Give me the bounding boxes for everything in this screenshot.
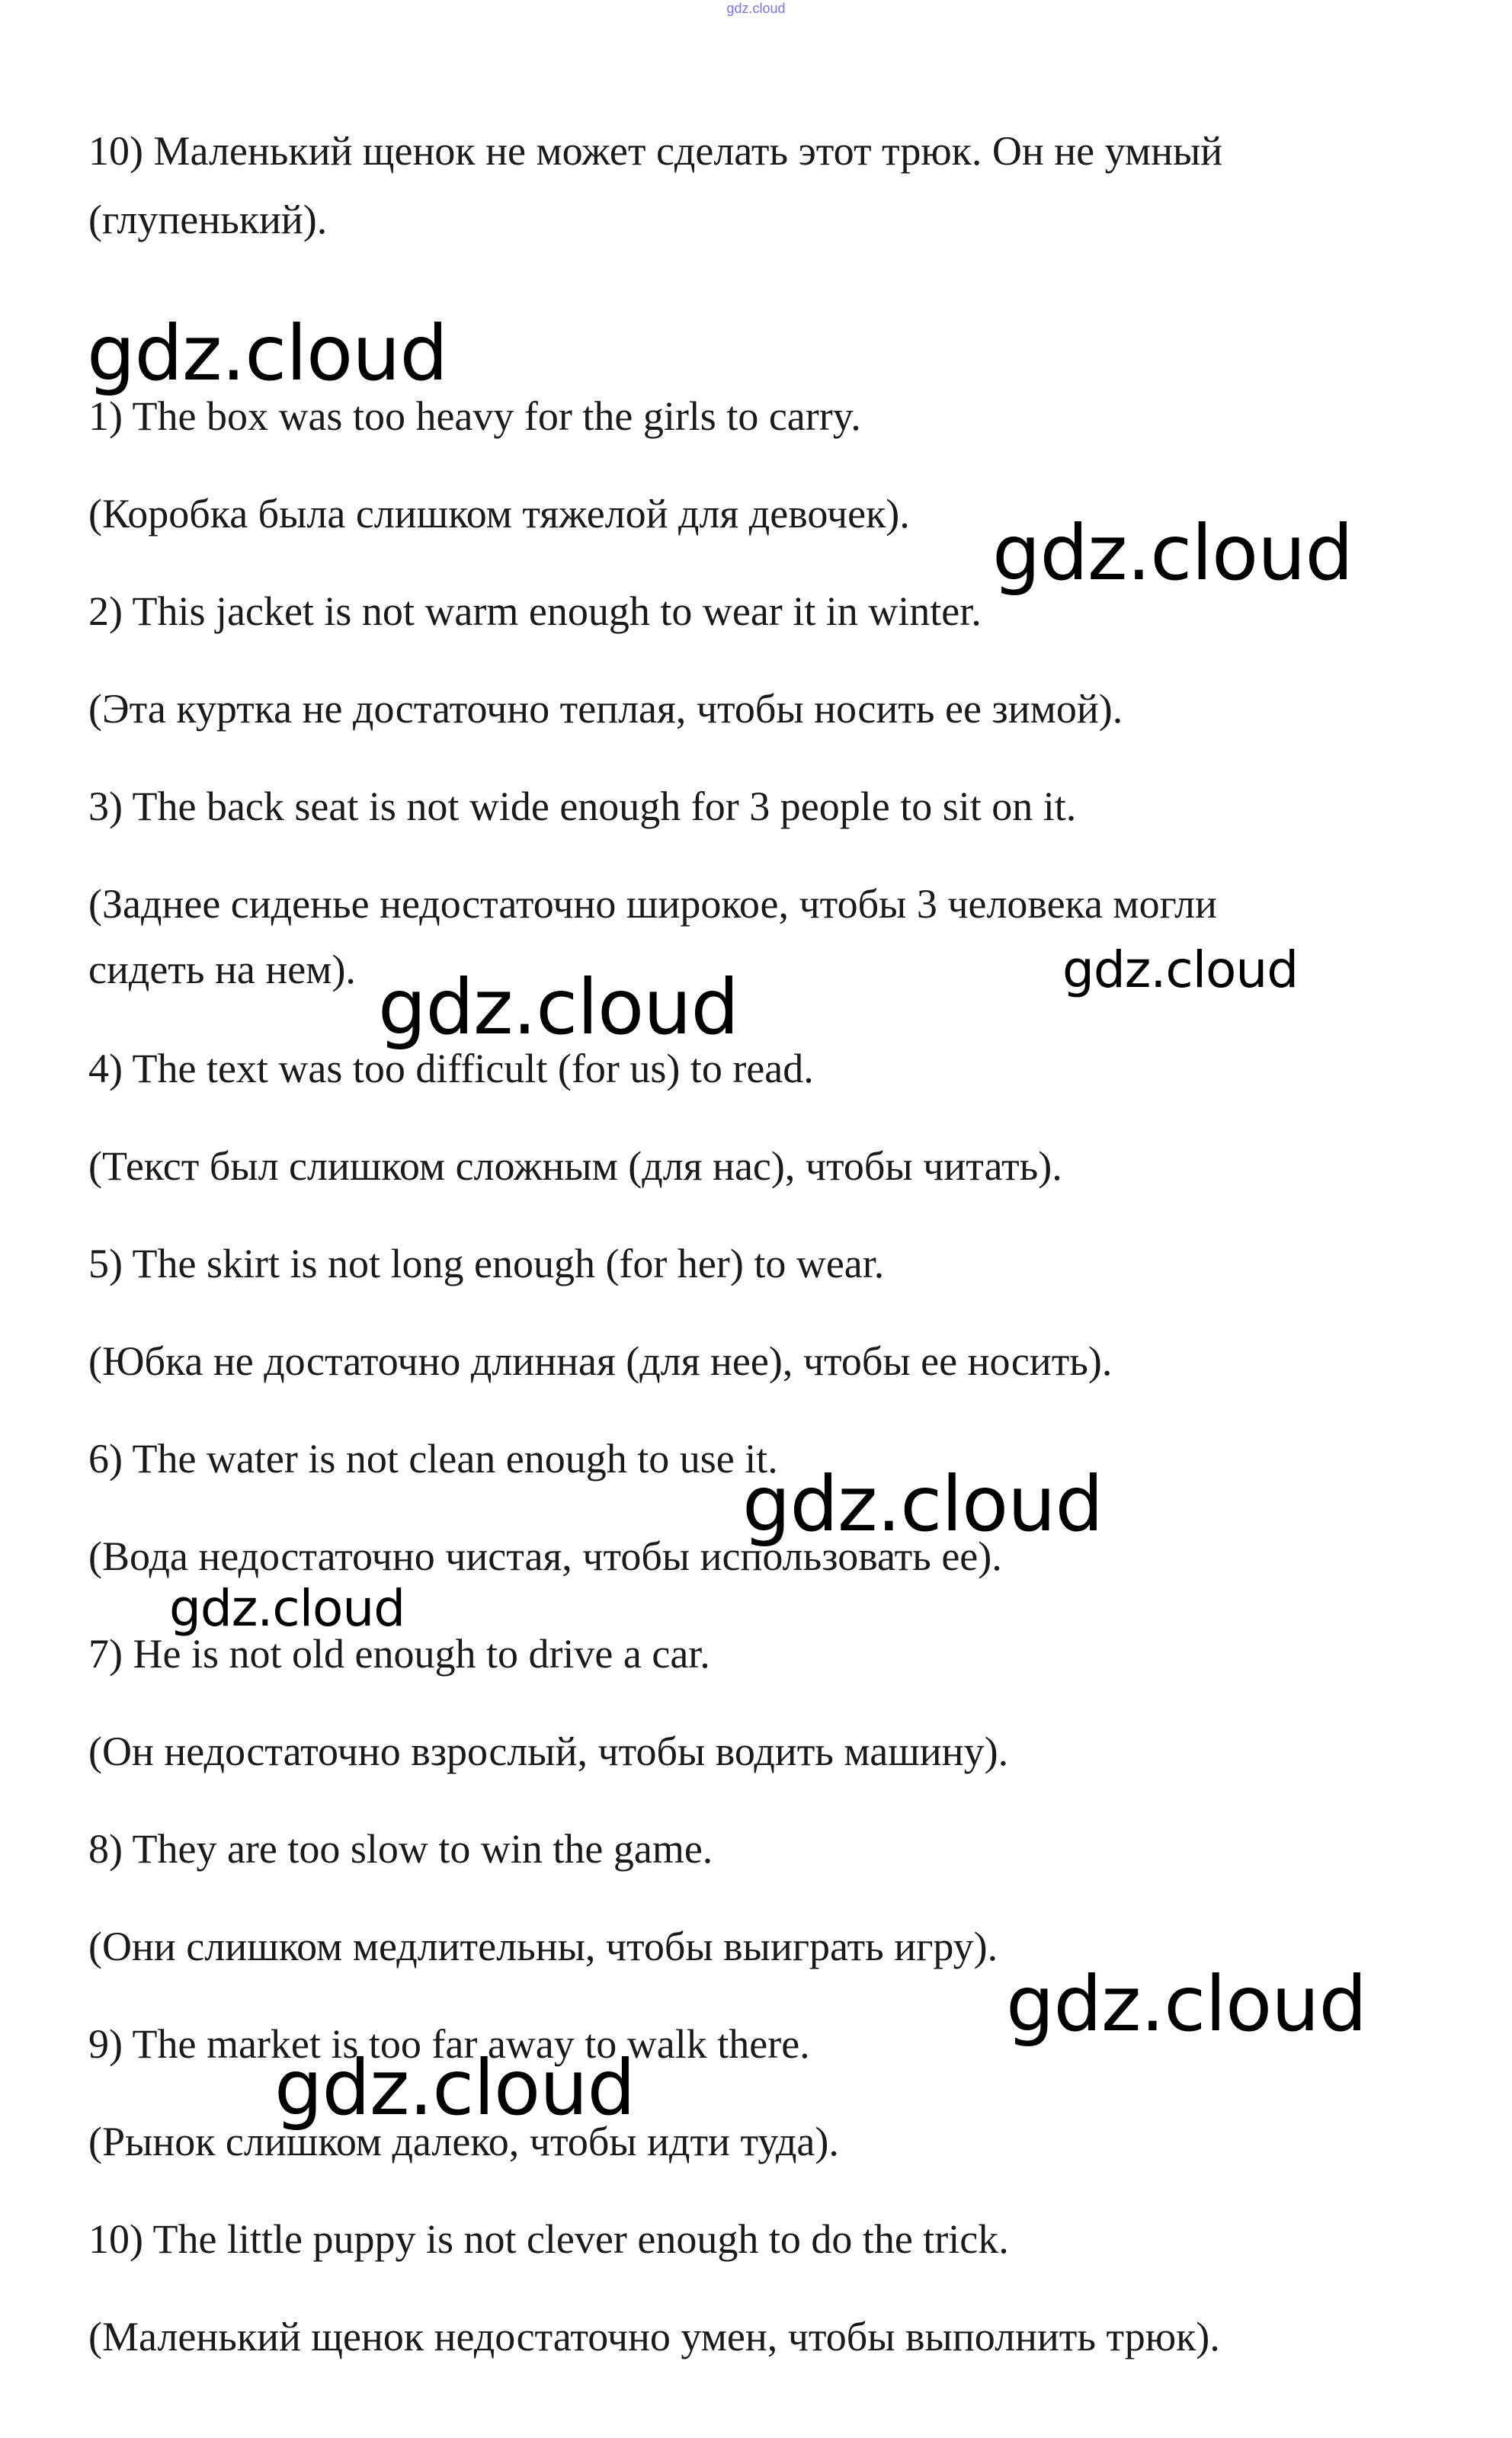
answer-1-en: 1) The box was too heavy for the girls to carry. <box>88 393 861 439</box>
answer-8-en: 8) They are too slow to win the game. <box>88 1826 713 1872</box>
header-watermark: gdz.cloud <box>726 1 786 16</box>
watermark-6: gdz.cloud <box>169 1579 405 1638</box>
answer-3-en: 3) The back seat is not wide enough for 3 people to sit on it. <box>88 783 1077 829</box>
answer-4-en: 4) The text was too difficult (for us) to read. <box>88 1046 814 1091</box>
answer-3-ru-cont: сидеть на нем). <box>88 947 356 992</box>
watermark-7: gdz.cloud <box>1006 1959 1367 2049</box>
answer-9-en: 9) The market is too far away to walk there. <box>88 2021 810 2067</box>
answer-6-ru: (Вода недостаточно чистая, чтобы использовать ее). <box>88 1533 1002 1579</box>
answer-5-ru: (Юбка не достаточно длинная (для нее), чтобы ее носить). <box>88 1338 1113 1384</box>
answer-9-ru: (Рынок слишком далеко, чтобы идти туда). <box>88 2119 839 2164</box>
answer-7-en: 7) He is not old enough to drive a car. <box>88 1631 710 1677</box>
watermark-3: gdz.cloud <box>1062 940 1299 999</box>
watermark-2: gdz.cloud <box>992 508 1353 597</box>
answer-6-en: 6) The water is not clean enough to use it. <box>88 1436 778 1482</box>
answer-8-ru: (Они слишком медлительны, чтобы выиграть игру). <box>88 1924 998 1969</box>
answer-2-ru: (Эта куртка не достаточно теплая, чтобы носить ее зимой). <box>88 686 1123 732</box>
watermark-5: gdz.cloud <box>742 1459 1104 1549</box>
answer-7-ru: (Он недостаточно взрослый, чтобы водить машину). <box>88 1728 1009 1774</box>
answer-10-ru: (Маленький щенок недостаточно умен, чтобы выполнить трюк). <box>88 2314 1220 2360</box>
watermark-4: gdz.cloud <box>378 963 739 1052</box>
watermark-1: gdz.cloud <box>87 309 448 398</box>
watermark-8: gdz.cloud <box>274 2043 636 2132</box>
answer-10-en: 10) The little puppy is not clever enough to do the trick. <box>88 2216 1009 2262</box>
answer-4-ru: (Текст был слишком сложным (для нас), чтобы читать). <box>88 1143 1062 1189</box>
intro-line-1: 10) Маленький щенок не может сделать этот трюк. Он не умный <box>88 128 1223 174</box>
answer-1-ru: (Коробка была слишком тяжелой для девочек). <box>88 491 910 537</box>
intro-line-2: (глупенький). <box>88 197 328 242</box>
answer-3-ru: (Заднее сиденье недостаточно широкое, чтобы 3 человека могли <box>88 881 1217 927</box>
answer-2-en: 2) This jacket is not warm enough to wear it in winter. <box>88 588 982 634</box>
answer-5-en: 5) The skirt is not long enough (for her) to wear. <box>88 1241 885 1286</box>
